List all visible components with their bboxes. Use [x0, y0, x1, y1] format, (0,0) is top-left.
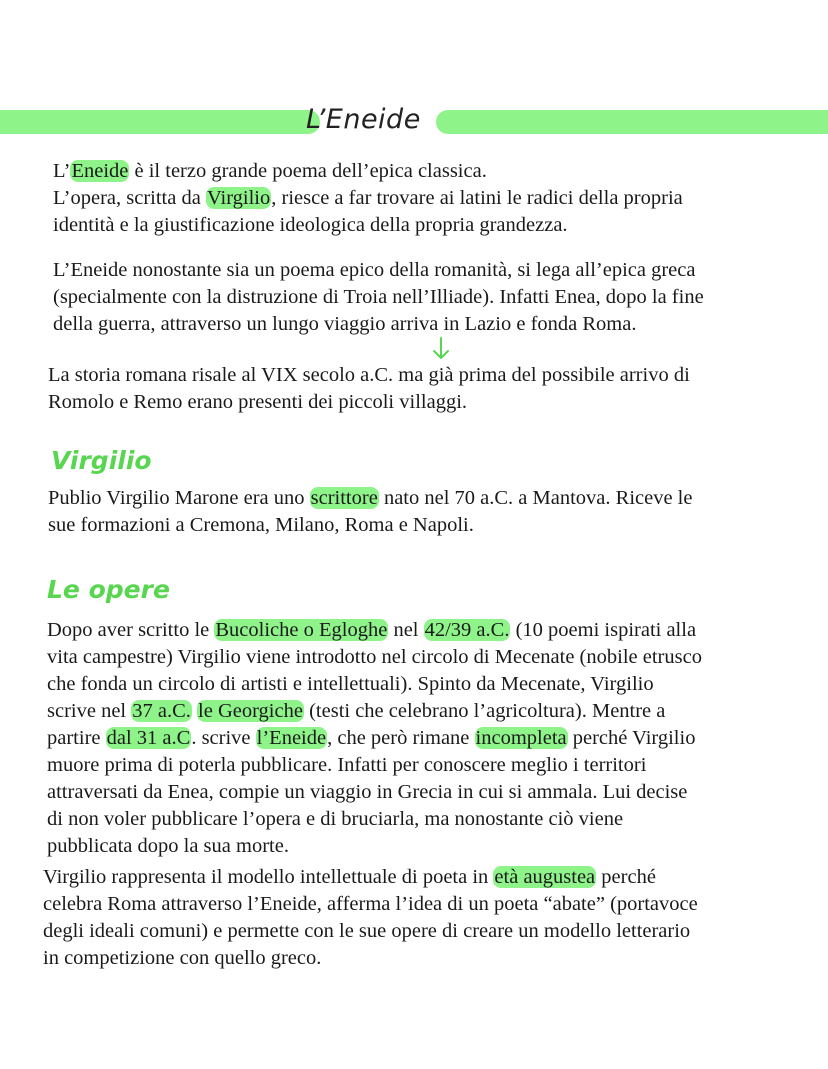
heading-virgilio: Virgilio: [51, 446, 152, 475]
paragraph-opere: [47, 617, 702, 860]
text: L’Eneide nonostante sia un poema epico della romanità, si lega all’epica greca: [53, 259, 696, 281]
highlight: età augustea: [494, 866, 596, 888]
text: , che però rimane: [327, 727, 475, 749]
text: L’opera, scritta da: [53, 187, 206, 209]
text: attraversati da Enea, compie un viaggio in Grecia in cui si ammala. Lui decise: [47, 781, 688, 803]
highlight: l’Eneide: [256, 727, 327, 749]
text: degli ideali comuni) e permette con le sue opere di creare un modello letterario: [43, 920, 691, 942]
text: identità e la giustificazione ideologica della propria grandezza.: [53, 214, 568, 236]
paragraph-conclusion: [43, 864, 698, 972]
title-banner: [0, 106, 828, 138]
highlight: Eneide: [71, 160, 129, 182]
title-bar-left: [0, 110, 320, 134]
text: in competizione con quello greco.: [43, 947, 322, 969]
page-title: L’Eneide: [306, 104, 421, 135]
paragraph-eneide-epic: [53, 257, 704, 338]
text: Virgilio rappresenta il modello intellettuale di poeta in: [43, 866, 494, 888]
heading-le-opere: Le opere: [47, 575, 170, 604]
highlight: scrittore: [310, 487, 378, 509]
paragraph-roman-history: [48, 362, 690, 416]
highlight: le Georgiche: [198, 700, 303, 722]
text: è il terzo grande poema dell’epica classica.: [129, 160, 487, 182]
highlight: Virgilio: [206, 187, 271, 209]
text: muore prima di poterla pubblicare. Infatti per conoscere meglio i territori: [47, 754, 647, 776]
title-bar-right: [436, 110, 828, 134]
text: , riesce a far trovare ai latini le radici della propria: [271, 187, 683, 209]
text: La storia romana risale al VIX secolo a.C. ma già prima del possibile arrivo di: [48, 364, 690, 386]
text: partire: [47, 727, 106, 749]
text: della guerra, attraverso un lungo viaggio arriva in Lazio e fonda Roma.: [53, 313, 637, 335]
text: scrive nel: [47, 700, 132, 722]
text: Romolo e Remo erano presenti dei piccoli villaggi.: [48, 391, 468, 413]
text: L’: [53, 160, 71, 182]
highlight: dal 31 a.C: [106, 727, 191, 749]
text: nato nel 70 a.C. a Mantova. Riceve le: [378, 487, 693, 509]
text: perché: [596, 866, 656, 888]
text: vita campestre) Virgilio viene introdotto nel circolo di Mecenate (nobile etrusco: [47, 646, 702, 668]
highlight: 42/39 a.C.: [424, 619, 510, 641]
highlight: 37 a.C.: [132, 700, 191, 722]
text: perché Virgilio: [567, 727, 696, 749]
text: (10 poemi ispirati alla: [510, 619, 697, 641]
text: Dopo aver scritto le: [47, 619, 215, 641]
text: di non voler pubblicare l’opera e di bruciarla, ma nonostante ciò viene: [47, 808, 624, 830]
text: pubblicata dopo la sua morte.: [47, 835, 289, 857]
paragraph-intro: [53, 158, 683, 239]
text: nel: [388, 619, 424, 641]
text: (testi che celebrano l’agricoltura). Mentre a: [303, 700, 666, 722]
text: celebra Roma attraverso l’Eneide, afferma l’idea di un poeta “abate” (portavoce: [43, 893, 698, 915]
text: Publio Virgilio Marone era uno: [48, 487, 310, 509]
highlight: incompleta: [475, 727, 567, 749]
text: che fonda un circolo di artisti e intellettuali). Spinto da Mecenate, Virgilio: [47, 673, 654, 695]
text: . scrive: [191, 727, 256, 749]
text: (specialmente con la distruzione di Troia nell’Illiade). Infatti Enea, dopo la fine: [53, 286, 704, 308]
paragraph-virgilio: [48, 485, 692, 539]
highlight: Bucoliche o Egloghe: [215, 619, 388, 641]
text: sue formazioni a Cremona, Milano, Roma e Napoli.: [48, 514, 474, 536]
arrow-down-icon: [431, 337, 451, 361]
